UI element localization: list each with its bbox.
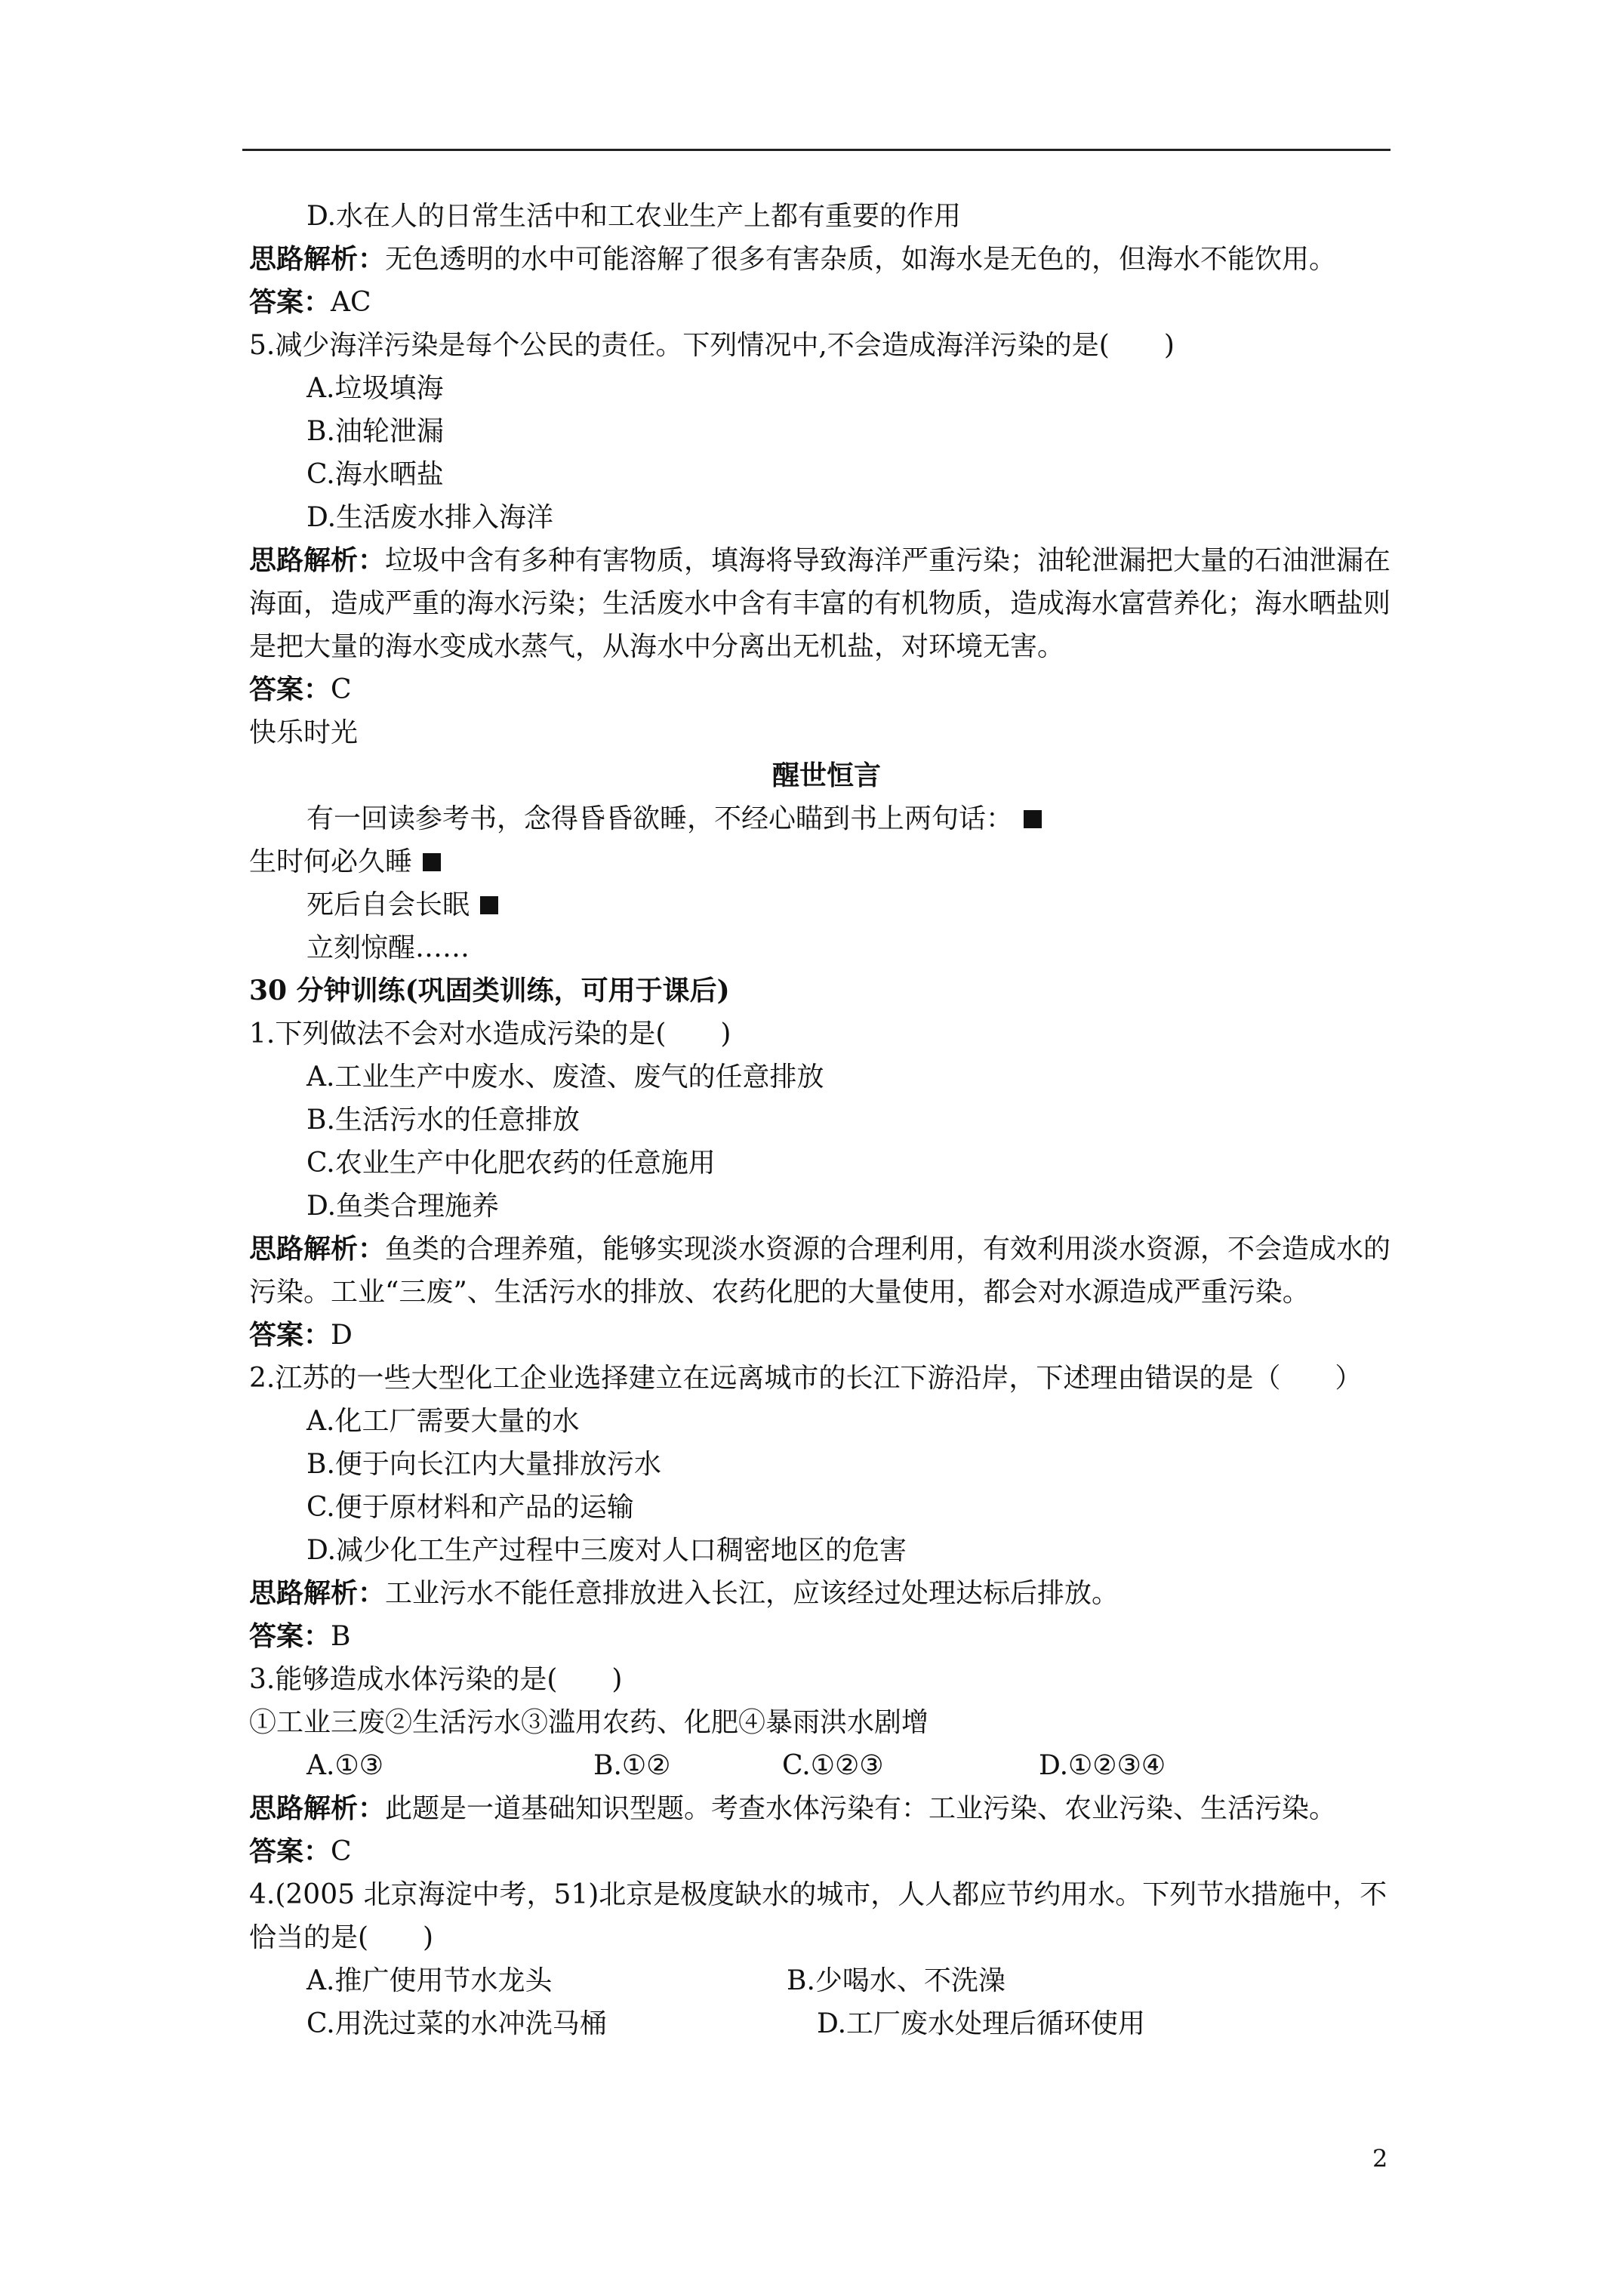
- square-icon: [480, 896, 498, 914]
- analysis-label: 思路解析：: [249, 1577, 386, 1609]
- analysis-text: 无色透明的水中可能溶解了很多有害杂质，如海水是无色的，但海水不能饮用。: [385, 244, 1337, 275]
- t2-option-c: C.便于原材料和产品的运输: [306, 1492, 634, 1523]
- t4-option-a: A.推广使用节水龙头: [306, 1965, 553, 1996]
- t3-stem: 3.能够造成水体污染的是( ): [249, 1664, 623, 1695]
- header-rule: [242, 149, 1390, 151]
- q5-option-b: B.油轮泄漏: [306, 416, 444, 447]
- t2-stem: 2.江苏的一些大型化工企业选择建立在远离城市的长江下游沿岸，下述理由错误的是（ ）: [249, 1363, 1363, 1394]
- q5-analysis: [249, 539, 1404, 668]
- prev-option-d: D.水在人的日常生活中和工农业生产上都有重要的作用: [306, 201, 962, 232]
- fun-line-3-text: 死后自会长眠: [306, 889, 470, 920]
- prev-answer: [249, 281, 1404, 324]
- t4-option-c: C.用洗过菜的水冲洗马桶: [306, 2008, 607, 2039]
- fun-line-2-text: 生时何必久睡: [249, 846, 413, 877]
- t2-option-a: A.化工厂需要大量的水: [306, 1406, 580, 1437]
- answer-text: C: [331, 1836, 352, 1867]
- t4-option-d: D.工厂废水处理后循环使用: [817, 2008, 1146, 2039]
- square-icon: [1024, 810, 1042, 828]
- document-body: [249, 195, 1404, 2045]
- t3-option-d: D.①②③④: [1039, 1750, 1166, 1781]
- t1-option-b: B.生活污水的任意排放: [306, 1105, 580, 1136]
- t3-items: ①工业三废②生活污水③滥用农药、化肥④暴雨洪水剧增: [249, 1707, 929, 1738]
- analysis-text: 垃圾中含有多种有害物质，填海将导致海洋严重污染；油轮泄漏把大量的石油泄漏在海面，造成严重的海水污染；生活废水中含有丰富的有机物质，造成海水富营养化；海水晒盐则是把大量的海水变成水蒸气，从海水中分离出无机盐，对环境无害。: [249, 545, 1391, 662]
- analysis-label: 思路解析：: [249, 243, 386, 275]
- q5-option-d: D.生活废水排入海洋: [306, 502, 554, 533]
- analysis-label: 思路解析：: [249, 544, 386, 576]
- t4-options-row-1: [249, 1959, 1404, 2002]
- t1-option-c: C.农业生产中化肥农药的任意施用: [306, 1148, 716, 1179]
- t2-option-b: B.便于向长江内大量排放污水: [306, 1449, 661, 1480]
- q5-option-a: A.垃圾填海: [306, 373, 444, 404]
- answer-text: D: [331, 1320, 353, 1351]
- answer-label: 答案：: [249, 673, 331, 705]
- t3-option-b: B.①②: [593, 1750, 671, 1781]
- fun-title: 醒世恒言: [771, 760, 881, 791]
- q5-option-c: C.海水晒盐: [306, 459, 444, 490]
- analysis-label: 思路解析：: [249, 1792, 386, 1824]
- t1-answer: [249, 1314, 1404, 1357]
- answer-label: 答案：: [249, 1620, 331, 1652]
- t4-option-b: B.少喝水、不洗澡: [787, 1965, 1006, 1996]
- fun-heading: 快乐时光: [249, 717, 359, 748]
- fun-line-3: [249, 883, 1404, 926]
- answer-text: AC: [331, 287, 371, 318]
- t3-option-c: C.①②③: [782, 1750, 884, 1781]
- t3-analysis: [249, 1787, 1404, 1830]
- fun-line-2: [249, 840, 1404, 883]
- q5-stem: 5.减少海洋污染是每个公民的责任。下列情况中,不会造成海洋污染的是( ): [249, 330, 1175, 361]
- fun-line-4: 立刻惊醒……: [306, 932, 470, 963]
- t2-answer: [249, 1615, 1404, 1658]
- t3-answer: [249, 1830, 1404, 1873]
- t2-analysis: [249, 1572, 1404, 1615]
- t4-stem: 4.(2005 北京海淀中考，51)北京是极度缺水的城市，人人都应节约用水。下列节水措施中，不恰当的是( ): [249, 1879, 1387, 1953]
- fun-line-1: [249, 797, 1404, 840]
- t1-option-a: A.工业生产中废水、废渣、废气的任意排放: [306, 1062, 824, 1093]
- analysis-label: 思路解析：: [249, 1233, 386, 1265]
- prev-analysis: [249, 238, 1404, 281]
- analysis-text: 工业污水不能任意排放进入长江，应该经过处理达标后排放。: [385, 1578, 1119, 1609]
- answer-label: 答案：: [249, 1835, 331, 1867]
- t1-analysis: [249, 1228, 1404, 1314]
- answer-label: 答案：: [249, 286, 331, 318]
- answer-text: B: [331, 1621, 351, 1652]
- t2-option-d: D.减少化工生产过程中三废对人口稠密地区的危害: [306, 1535, 907, 1566]
- t1-stem: 1.下列做法不会对水造成污染的是( ): [249, 1019, 731, 1049]
- fun-line-1-text: 有一回读参考书，念得昏昏欲睡，不经心瞄到书上两句话：: [306, 803, 1014, 834]
- t3-options: [249, 1744, 1404, 1787]
- q5-answer: [249, 668, 1404, 711]
- t1-option-d: D.鱼类合理施养: [306, 1191, 500, 1222]
- page-number: 2: [1372, 2144, 1388, 2173]
- section-title: 30 分钟训练(巩固类训练，可用于课后): [249, 975, 730, 1006]
- square-icon: [423, 853, 441, 871]
- t4-options-row-2: [249, 2002, 1404, 2045]
- answer-text: C: [331, 674, 352, 705]
- analysis-text: 鱼类的合理养殖，能够实现淡水资源的合理利用，有效利用淡水资源，不会造成水的污染。工业“三废”、生活污水的排放、农药化肥的大量使用，都会对水源造成严重污染。: [249, 1234, 1391, 1308]
- t3-option-a: A.①③: [306, 1750, 383, 1781]
- analysis-text: 此题是一道基础知识型题。考查水体污染有：工业污染、农业污染、生活污染。: [385, 1793, 1337, 1824]
- answer-label: 答案：: [249, 1319, 331, 1351]
